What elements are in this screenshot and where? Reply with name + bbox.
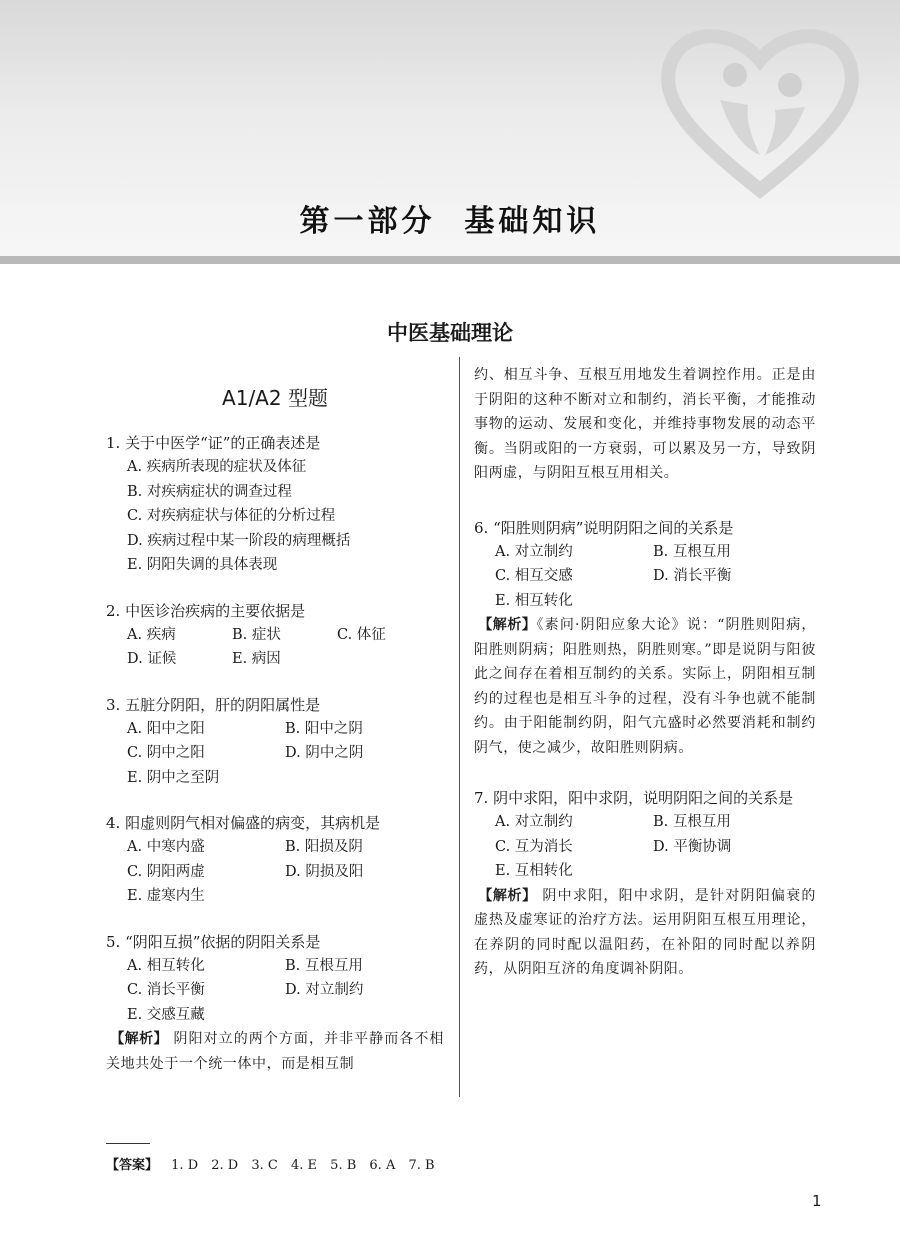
option: E. 病因 — [232, 651, 281, 667]
footnote-rule — [106, 1143, 150, 1144]
option: B. 互根互用 — [653, 814, 731, 830]
question-5 — [106, 930, 444, 1077]
option: E. 互相转化 — [495, 863, 573, 879]
explanation — [474, 613, 816, 760]
answer-item: 1. D — [171, 1158, 199, 1173]
option: A. 对立制约 — [495, 814, 573, 830]
option: E. 阴阳失调的具体表现 — [127, 557, 278, 573]
option: C. 互为消长 — [495, 838, 573, 855]
question-6 — [474, 516, 816, 761]
answer-item: 5. B — [330, 1158, 357, 1173]
question-type-title: A1/A2 型题 — [222, 386, 328, 410]
option: A. 疾病 — [127, 626, 176, 643]
page-header-band — [0, 0, 900, 262]
explanation-label: 【解析】 — [478, 617, 537, 633]
option-list — [474, 540, 816, 614]
option: E. 虚寒内生 — [127, 888, 205, 904]
option: A. 中寒内盛 — [127, 839, 205, 855]
question-7 — [474, 786, 816, 982]
explanation-text: 阴中求阳，阳中求阴，是针对阴阳偏衰的虚热及虚寒证的治疗方法。运用阴阳互根互用理论，在养阴的同时配以温阳药，在补阳的同时配以养阴药，从阴阳互济的角度调补阴阳。 — [474, 887, 816, 977]
option: C. 消长平衡 — [127, 982, 205, 998]
option: D. 对立制约 — [285, 982, 364, 998]
option: A. 相互转化 — [127, 957, 205, 974]
option-list — [106, 623, 444, 672]
header-stripe — [0, 256, 900, 264]
option: B. 互根互用 — [285, 957, 363, 974]
question-stem: 7. 阴中求阳，阳中求阴，说明阴阳之间的关系是 — [474, 789, 794, 807]
answer-item: 4. E — [291, 1158, 318, 1173]
left-column — [106, 382, 444, 1076]
option: E. 相互转化 — [495, 592, 573, 609]
answer-key-label: 【答案】 — [106, 1158, 159, 1173]
option-list — [106, 455, 444, 578]
option: B. 症状 — [232, 626, 281, 643]
option: A. 对立制约 — [495, 543, 573, 560]
explanation-continued: 约、相互斗争、互根互用地发生着调控作用。正是由于阴阳的这种不断对立和制约，消长平衡，才能推动事物的运动、发展和变化，并维持事物发展的动态平衡。当阴或阳的一方衰弱，可以累及另一方，导致阴阳两虚，与阴阳互根互用相关。 — [474, 367, 816, 481]
option-list — [474, 810, 816, 884]
question-stem: 4. 阳虚则阴气相对偏盛的病变，其病机是 — [106, 814, 381, 832]
option-list — [106, 954, 444, 1028]
heart-people-logo-icon — [650, 15, 870, 205]
question-stem: 1. 关于中医学“证”的正确表述是 — [106, 434, 321, 452]
option: B. 阳中之阴 — [285, 720, 363, 737]
option: D. 证候 — [127, 651, 177, 667]
option: C. 相互交感 — [495, 568, 573, 584]
answer-item: 7. B — [408, 1158, 435, 1173]
option: D. 平衡协调 — [653, 838, 732, 855]
option: C. 体征 — [337, 626, 386, 643]
question-1 — [106, 431, 444, 578]
page-number: 1 — [812, 1192, 822, 1210]
explanation — [106, 1027, 444, 1076]
option-list — [106, 835, 444, 909]
option: D. 疾病过程中某一阶段的病理概括 — [127, 532, 351, 549]
option: E. 阴中之至阴 — [127, 769, 220, 786]
answer-item: 6. A — [369, 1158, 396, 1173]
option: D. 消长平衡 — [653, 568, 732, 584]
option: C. 阴阳两虚 — [127, 863, 205, 880]
question-3 — [106, 693, 444, 791]
option: B. 互根互用 — [653, 543, 731, 560]
question-2 — [106, 599, 444, 672]
option: B. 阳损及阴 — [285, 839, 363, 855]
answer-item: 2. D — [211, 1158, 239, 1173]
question-4 — [106, 811, 444, 909]
question-stem: 2. 中医诊治疾病的主要依据是 — [106, 601, 306, 620]
question-stem: 3. 五脏分阴阳，肝的阴阳属性是 — [106, 695, 321, 714]
answer-key — [106, 1154, 435, 1173]
right-column — [474, 363, 816, 1003]
option: D. 阴中之阴 — [285, 745, 364, 761]
option: A. 疾病所表现的症状及体征 — [127, 459, 307, 475]
option: E. 交感互藏 — [127, 1006, 205, 1023]
explanation — [474, 884, 816, 982]
option: A. 阳中之阳 — [127, 720, 205, 737]
option: B. 对疾病症状的调查过程 — [127, 483, 292, 500]
explanation-label: 【解析】 — [478, 887, 537, 904]
part-title: 第一部分 基础知识 — [299, 204, 601, 239]
explanation-text: 阴阳对立的两个方面，并非平静而各不相关地共处于一个统一体中，而是相互制 — [106, 1031, 444, 1072]
answer-item: 3. C — [251, 1158, 278, 1173]
section-title: 中医基础理论 — [387, 321, 513, 345]
question-stem: 6. “阳胜则阴病”说明阴阳之间的关系是 — [474, 518, 734, 537]
option: C. 对疾病症状与体征的分析过程 — [127, 508, 336, 524]
explanation-text: 《素问·阴阳应象大论》说：“阴胜则阳病，阳胜则阴病；阳胜则热，阴胜则寒。”即是说阴与阳彼此之间存在着相互制约的关系。实际上，阴阳相互制约的过程也是相互斗争的过程，没有斗争也就不能制约。由于阳能制约阴，阳气亢盛时必然要消耗和制约阴气，使之减少，故阳胜则阴病。 — [474, 617, 816, 756]
explanation-label: 【解析】 — [110, 1031, 168, 1047]
column-divider — [459, 357, 460, 1097]
option: C. 阴中之阳 — [127, 745, 205, 761]
option: D. 阴损及阳 — [285, 863, 364, 880]
option-list — [106, 717, 444, 791]
question-stem: 5. “阴阳互损”依据的阴阳关系是 — [106, 932, 321, 951]
